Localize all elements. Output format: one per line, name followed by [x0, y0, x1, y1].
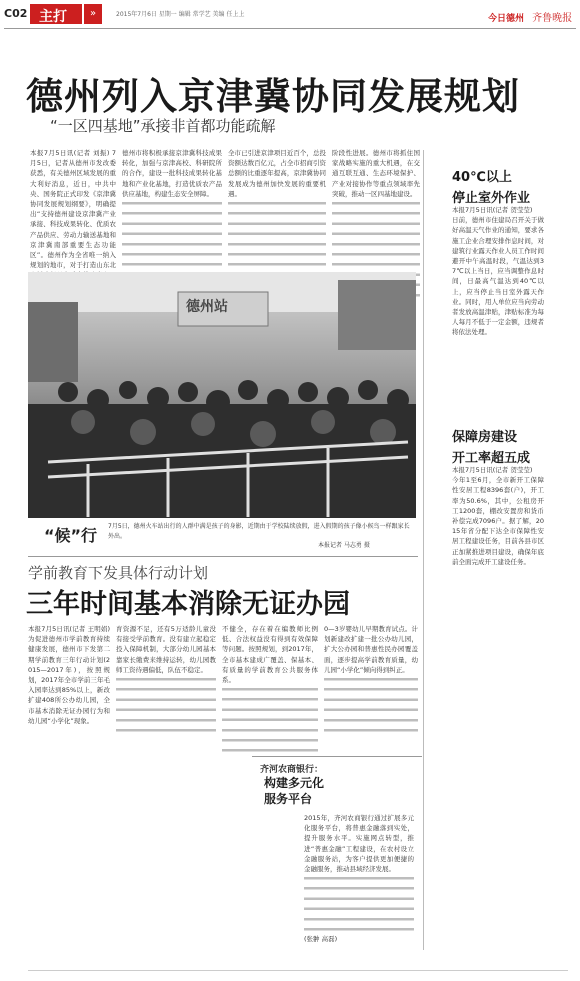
lead-col3-text: 全市已引进京津项目近百个，总投资额达数百亿元，占全市招商引资总额的比重逐年提高，京津冀协同发展成为德州加快发展的重要机遇。	[228, 149, 326, 198]
edu-byline: 本报7月5日讯(记者 王明娟) 为促进德州市学前教育持续健康发展，德州市下发第二期学前教育三年行动计划(2015—2017年)，按照规划，2017年全市学前三年毛入园率达到85%以上，新改扩建408所公办幼儿园，全市基本消除无证办园行为和幼儿园“小学化”现象。	[28, 625, 110, 725]
chevron-right-icon: »	[84, 4, 102, 24]
edu-col3-text: 不健全，存在着在编教师比例低、合法权益没有得到有效保障等问题。按照规划，到2017年，全市基本建成广覆盖、保基本、有质量的学前教育公共服务体系。	[222, 625, 318, 685]
side1-byline: 本报7月5日讯(记者 贺莹莹)	[452, 206, 533, 214]
header-meta: 2015年7月6日 星期一 编辑 常学艺 美编 任上上	[116, 11, 245, 18]
brand-right: 齐鲁晚报	[532, 13, 573, 24]
side1-headline	[452, 166, 530, 206]
edu-col4-text: 0—3岁婴幼儿早期教育试点。计划新建改扩建一批公办幼儿园，扩大公办园和普惠性民办园覆盖面，逐步提高学前教育质量，幼儿园“小学化”倾向得到纠正。	[324, 625, 418, 674]
side2-byline: 本报7月5日讯(记者 贺莹莹)	[452, 466, 533, 474]
edu-headline: 三年时间基本消除无证办园	[26, 589, 350, 620]
bank-credit: (张翀 高磊)	[304, 935, 338, 944]
lead-headline: 德州列入京津冀协同发展规划	[26, 75, 520, 118]
edu-col3-filler	[222, 685, 318, 755]
bottom-rule	[28, 970, 568, 971]
photo-caption: 7月5日，德州火车站出行的人群中满是孩子的身影，近期由于学校陆续放假，进入假期的孩子像小候鸟一样跟家长外出。	[108, 523, 410, 540]
side2-text: 今年1至6月，全市新开工保障性安居工程8396套(户)，开工率为50.6%，其中，公租房开工1200套，棚改安置房和货币补偿完成7096户。据了解，2015年省分配下达全市保障性安居工程建设任务，目前各县市区正加紧推进项目建设，确保年底前全面完成开工建设任务。	[452, 476, 544, 566]
lead-byline: 本报7月5日讯(记者 刘振) 7月5日，记者从德州市发改委获悉，有关德州区域发展的重大利好消息，近日，中共中央、国务院正式印发《京津冀协同发展规划纲要》，明确提出“支持德州建设京津冀产业承接、科技成果转化、优质农产品供应、劳动力输送基地和京津冀南部重要生态功能区”。德州作为全省唯一纳入规划的地市，对于打造山东北	[30, 149, 116, 270]
page-header	[0, 0, 580, 32]
bank-text: 2015年，齐河农商银行通过扩展多元化服务平台，将普惠金融落到实处，提升服务水平。实施网点转型，推进“普惠金融”工程建设，在农村设立金融服务站，为客户提供更加便捷的金融服务，推动县域经济发展。	[304, 814, 414, 874]
bank-title-line3: 服务平台	[264, 792, 313, 806]
edu-col2-text: 育资源不足，还有5万适龄儿童没有接受学前教育。没有建立起稳定投入保障机制，大部分幼儿园基本靠家长缴费来维持运转，幼儿园教师工资待遇偏低，队伍不稳定。	[116, 625, 216, 674]
sidebar-divider	[423, 150, 424, 950]
side1-body	[452, 205, 544, 383]
edu-column-4	[324, 624, 418, 752]
bank-body	[304, 813, 414, 963]
bank-box	[252, 756, 422, 967]
side1-headline-line1: 40℃以上	[452, 170, 512, 185]
side1-headline-line2: 停止室外作业	[452, 191, 531, 206]
side2-body	[452, 465, 544, 623]
bank-filler	[304, 874, 414, 934]
side2-headline	[452, 426, 530, 466]
lead-col4-text: 阶段性进展。德州市将抓住国家战略实施的重大机遇，在交通互联互通、生态环境保护、产业对接协作等重点领域率先突破，推动一区四基地建设。	[332, 149, 420, 198]
photo-title: “候”行	[44, 526, 98, 545]
brand-logo	[488, 6, 572, 25]
header-rule	[4, 28, 576, 29]
edu-top-rule	[28, 556, 418, 557]
edu-kicker: 学前教育下发具体行动计划	[28, 564, 209, 582]
side1-text: 日前，德州市住建局召开关于做好高温天气作业的通知，要求各施工企业合理安排作息时间，对建筑行业露天作业人员工作时间避开中午高温时段，气温达到37℃以上当日，应当调整作息时间，日最高气温达到40℃以上，应当停止当日室外露天作业。同时，用人单位应当向劳动者发放高温津贴，津贴标准为每人每月不低于一定金额，违规者将依法处理。	[452, 216, 544, 337]
side2-headline-line2: 开工率超五成	[452, 451, 531, 466]
photo-credit: 本报记者 马志勇 摄	[318, 542, 370, 549]
edu-col2-filler	[116, 675, 216, 735]
section-label: 主打	[39, 9, 67, 25]
edu-column-1	[28, 624, 110, 752]
brand-left: 今日德州	[488, 14, 525, 24]
bank-title-line1: 齐河农商银行：	[260, 765, 324, 775]
lead-col2-text: 德州市将积极承接京津冀科技成果转化，加强与京津高校、科研院所的合作，建设一批科技成果转化基地和产业化基地，打造优质农产品供应基地，构建生态安全屏障。	[122, 149, 222, 198]
edu-column-2	[116, 624, 216, 752]
side2-headline-line1: 保障房建设	[452, 430, 518, 445]
edu-col4-filler	[324, 675, 418, 735]
section-tag	[30, 4, 82, 24]
bank-title-line2: 构建多元化	[264, 776, 325, 790]
station-sign: 德州站	[186, 299, 228, 315]
edu-column-3	[222, 624, 318, 752]
page-number: C02	[4, 7, 28, 20]
news-photo	[28, 272, 416, 518]
lead-subhead: “一区四基地”承接非首都功能疏解	[50, 117, 276, 135]
